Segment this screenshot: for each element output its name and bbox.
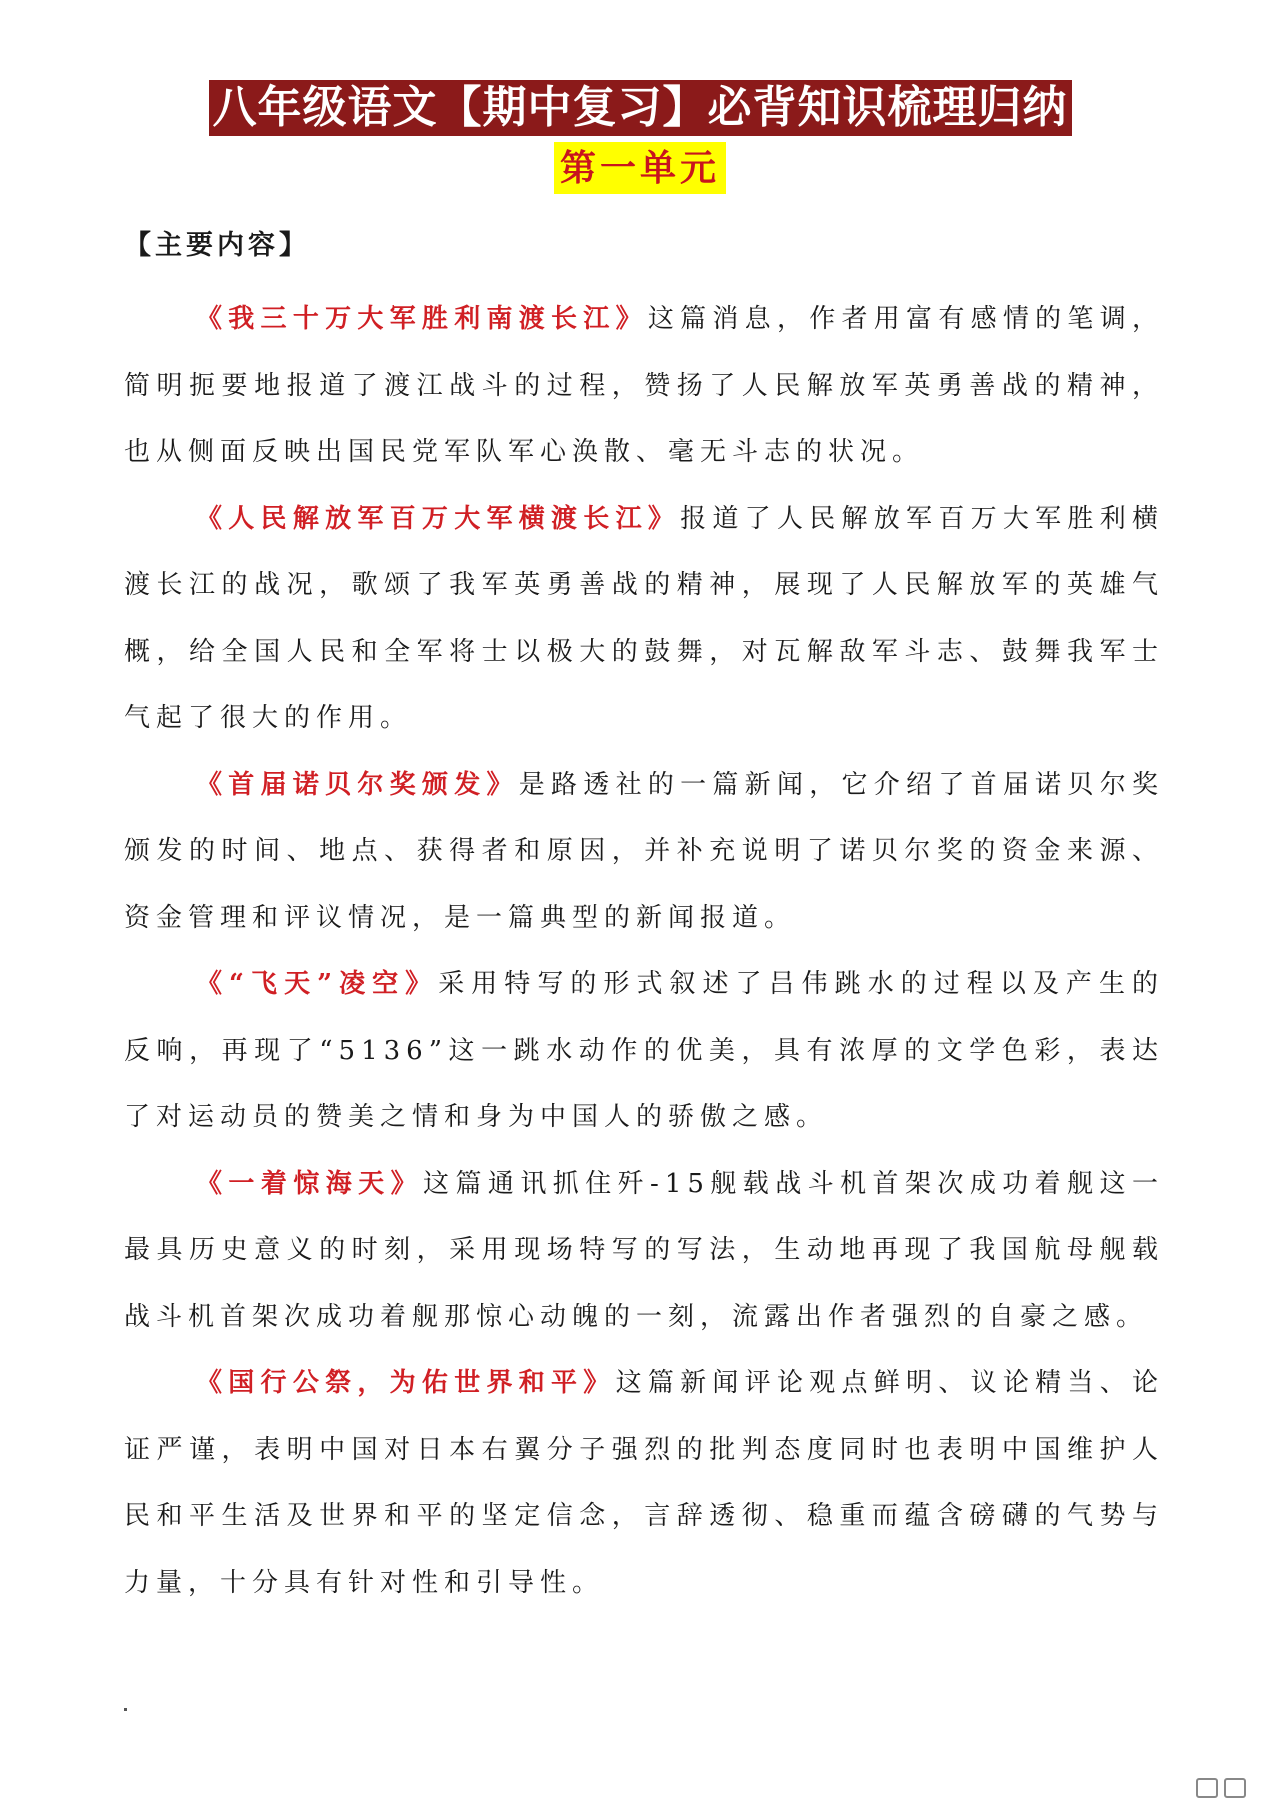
paragraph-text: 这篇新闻评论观点鲜明、议论精当、论证严谨，表明中国对日本右翼分子强烈的批判态度同时也表明中国维护人民和平生活及世界和平的坚定信念，言辞透彻、稳重而蕴含磅礴的气势与力量，十分具有针对性和引导性。 <box>124 1368 1164 1598</box>
paragraph-text: 这篇通讯抓住歼-15舰载战斗机首架次成功着舰这一最具历史意义的时刻，采用现场特写的写法，生动地再现了我国航母舰载战斗机首架次成功着舰那惊心动魄的一刻，流露出作者强烈的自豪之感。 <box>124 1168 1164 1332</box>
page-title: 八年级语文【期中复习】必背知识梳理归纳 <box>209 80 1072 136</box>
paragraph-text: 是路透社的一篇新闻，它介绍了首届诺贝尔奖颁发的时间、地点、获得者和原因，并补充说明了诺贝尔奖的资金来源、资金管理和评议情况，是一篇典型的新闻报道。 <box>124 769 1164 933</box>
work-title: 《一着惊海天》 <box>196 1168 424 1199</box>
paragraph-3 <box>124 752 1164 952</box>
paragraph-6 <box>124 1350 1164 1616</box>
work-title: 《国行公祭，为佑世界和平》 <box>196 1368 616 1398</box>
paragraph-text: 报道了人民解放军百万大军胜利横渡长江的战况，歌颂了我军英勇善战的精神，展现了人民解放军的英雄气概，给全国人民和全军将士以极大的鼓舞，对瓦解敌军斗志、鼓舞我军士气起了很大的作用。 <box>124 503 1164 733</box>
paragraph-4 <box>124 951 1164 1151</box>
paragraph-text: 采用特写的形式叙述了吕伟跳水的过程以及产生的反响，再现了“5136”这一跳水动作的优美，具有浓厚的文学色彩，表达了对运动员的赞美之情和身为中国人的骄傲之感。 <box>124 969 1164 1132</box>
gallery-frame-icon <box>1224 1778 1246 1798</box>
paragraph-text: 这篇消息，作者用富有感情的笔调，简明扼要地报道了渡江战斗的过程，赞扬了人民解放军英勇善战的精神，也从侧面反映出国民党军队军心涣散、毫无斗志的状况。 <box>124 304 1164 467</box>
work-title: 《“飞天”凌空》 <box>196 969 439 999</box>
gallery-frame-icon <box>1196 1778 1218 1798</box>
work-title: 《人民解放军百万大军横渡长江》 <box>196 503 681 534</box>
paragraph-1 <box>124 286 1164 486</box>
stray-dot <box>124 1708 127 1711</box>
unit-subtitle: 第一单元 <box>554 142 726 194</box>
paragraph-5 <box>124 1151 1164 1351</box>
content-body <box>124 286 1164 1616</box>
work-title: 《首届诺贝尔奖颁发》 <box>196 769 519 800</box>
section-heading: 【主要内容】 <box>124 230 310 261</box>
paragraph-2 <box>124 486 1164 752</box>
subtitle-wrap <box>0 142 1280 194</box>
gallery-icon[interactable] <box>1196 1778 1246 1798</box>
title-wrap <box>0 80 1280 136</box>
work-title: 《我三十万大军胜利南渡长江》 <box>196 304 648 334</box>
